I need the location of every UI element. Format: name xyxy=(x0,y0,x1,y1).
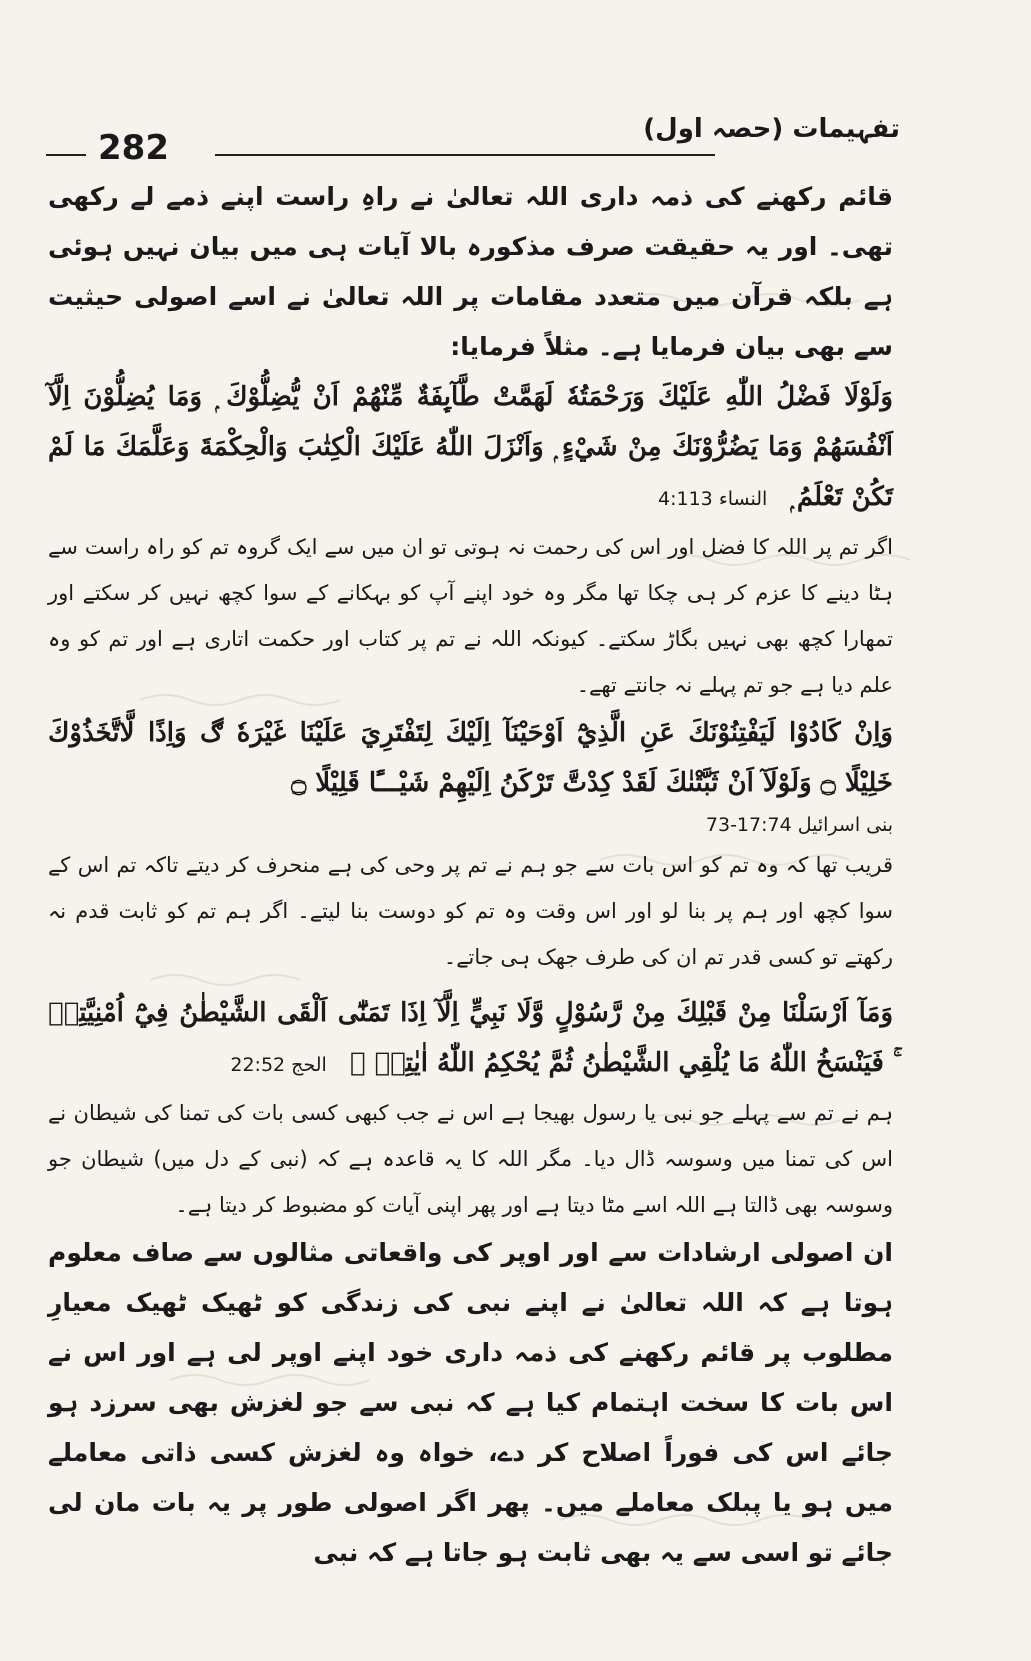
page-number: 282 xyxy=(98,128,169,168)
quran-verse-3-text: وَمَآ اَرْسَلْنَا مِنْ قَبْلِكَ مِنْ رَّسُوْلٍ وَّلَا نَبِيٍّ اِلَّآ اِذَا تَمَنّٰٓى اَلْقَى الشَّيْطٰنُ فِيْٓ اُمْنِيَّتِهٖ ۚ فَيَنْسَخُ اللّٰهُ مَا يُلْقِي الشَّيْطٰنُ ثُمَّ يُحْكِمُ اللّٰهُ اٰيٰتِهٖ ۭ xyxy=(48,998,893,1078)
intro-paragraph: قائم رکھنے کی ذمہ داری اللہ تعالیٰ نے راہِ راست اپنے ذمے لے رکھی تھی۔ اور یہ حقیقت صرف مذکورہ بالا آیات ہی میں بیان نہیں ہوئی ہے بلکہ قرآن میں متعدد مقامات پر اللہ تعالیٰ نے اسے اصولی حیثیت سے بھی بیان فرمایا ہے۔ مثلاً فرمایا: xyxy=(48,182,893,361)
book-title: تفہیمات (حصہ اول) xyxy=(643,114,900,144)
verse-1-reference: النساء 4:113 xyxy=(658,488,768,510)
translation-1: اگر تم پر اللہ کا فضل اور اس کی رحمت نہ ہوتی تو ان میں سے ایک گروہ تم کو راہ راست سے ہٹا دینے کا عزم کر ہی چکا تھا مگر وہ خود اپنے آپ کو بہکانے کے سوا کچھ نہیں کر سکتے اور تمھارا کچھ بھی نہیں بگاڑ سکتے۔ کیونکہ اللہ نے تم پر کتاب اور حکمت اتاری ہے اور تم کو وہ علم دیا ہے جو تم پہلے نہ جانتے تھے۔ xyxy=(48,535,893,697)
quran-verse-2: وَاِنْ كَادُوْا لَيَفْتِنُوْنَكَ عَنِ الَّذِيْٓ اَوْحَيْنَآ اِلَيْكَ لِتَفْتَرِيَ عَلَيْنَا غَيْرَهٗ ڰ وَاِذًا لَّاتَّخَذُوْكَ خَلِيْلًا ۝ وَلَوْلَآ اَنْ ثَبَّتْنٰكَ لَقَدْ كِدْتَّ تَرْكَنُ اِلَيْهِمْ شَيْـــًٔا قَلِيْلًا ۝ xyxy=(48,718,893,798)
header-rule-left xyxy=(46,154,86,156)
page-header xyxy=(40,108,900,168)
page-body xyxy=(48,172,893,1578)
verse-2-reference: بنی اسرائیل 17:74-73 xyxy=(705,814,893,836)
header-rule xyxy=(215,154,715,156)
spacer xyxy=(48,980,893,988)
translation-3: ہم نے تم سے پہلے جو نبی یا رسول بھیجا ہے اس نے جب کبھی کسی بات کی تمنا کی شیطان نے اس کی تمنا میں وسوسہ ڈال دیا۔ مگر اللہ کا یہ قاعدہ ہے کہ (نبی کے دل میں) شیطان جو وسوسہ بھی ڈالتا ہے اللہ اسے مٹا دیتا ہے اور پھر اپنی آیات کو مضبوط کر دیتا ہے۔ xyxy=(48,1101,893,1217)
quran-verse-1 xyxy=(48,372,893,524)
verse-3-reference: الحج 22:52 xyxy=(230,1054,327,1076)
quran-verse-1-text: وَلَوْلَا فَضْلُ اللّٰهِ عَلَيْكَ وَرَحْمَتُهٗ لَهَمَّتْ طَّآىِٕفَةٌ مِّنْهُمْ اَنْ يُّضِلُّوْكَ ۭ وَمَا يُضِلُّوْنَ اِلَّآ اَنْفُسَھُمْ وَمَا يَضُرُّوْنَكَ مِنْ شَيْءٍ ۭ وَاَنْزَلَ اللّٰهُ عَلَيْكَ الْكِتٰبَ وَالْحِكْمَةَ وَعَلَّمَكَ مَا لَمْ تَكُنْ تَعْلَمُ ۭ xyxy=(48,382,893,512)
concluding-paragraph: ان اصولی ارشادات سے اور اوپر کی واقعاتی مثالوں سے صاف معلوم ہوتا ہے کہ اللہ تعالیٰ نے اپنے نبی کی زندگی کو ٹھیک ٹھیک معیارِ مطلوب پر قائم رکھنے کی ذمہ داری خود اپنے اوپر لی ہے اور اس نے اس بات کا سخت اہتمام کیا ہے کہ نبی سے جو لغزش بھی سرزد ہو جائے اس کی فوراً اصلاح کر دے، خواہ وہ لغزش کسی ذاتی معاملے میں ہو یا پبلک معاملے میں۔ پھر اگر اصولی طور پر یہ بات مان لی جائے تو اسی سے یہ بھی ثابت ہو جاتا ہے کہ نبی xyxy=(48,1238,893,1567)
translation-2: قریب تھا کہ وہ تم کو اس بات سے جو ہم نے تم پر وحی کی ہے منحرف کر دیتے تاکہ تم اس کے سوا کچھ اور ہم پر بنا لو اور اس وقت وہ تم کو دوست بنا لیتے۔ اگر ہم تم کو ثابت قدم نہ رکھتے تو کسی قدر تم ان کی طرف جھک ہی جاتے۔ xyxy=(48,853,893,969)
quran-verse-3 xyxy=(48,988,893,1090)
